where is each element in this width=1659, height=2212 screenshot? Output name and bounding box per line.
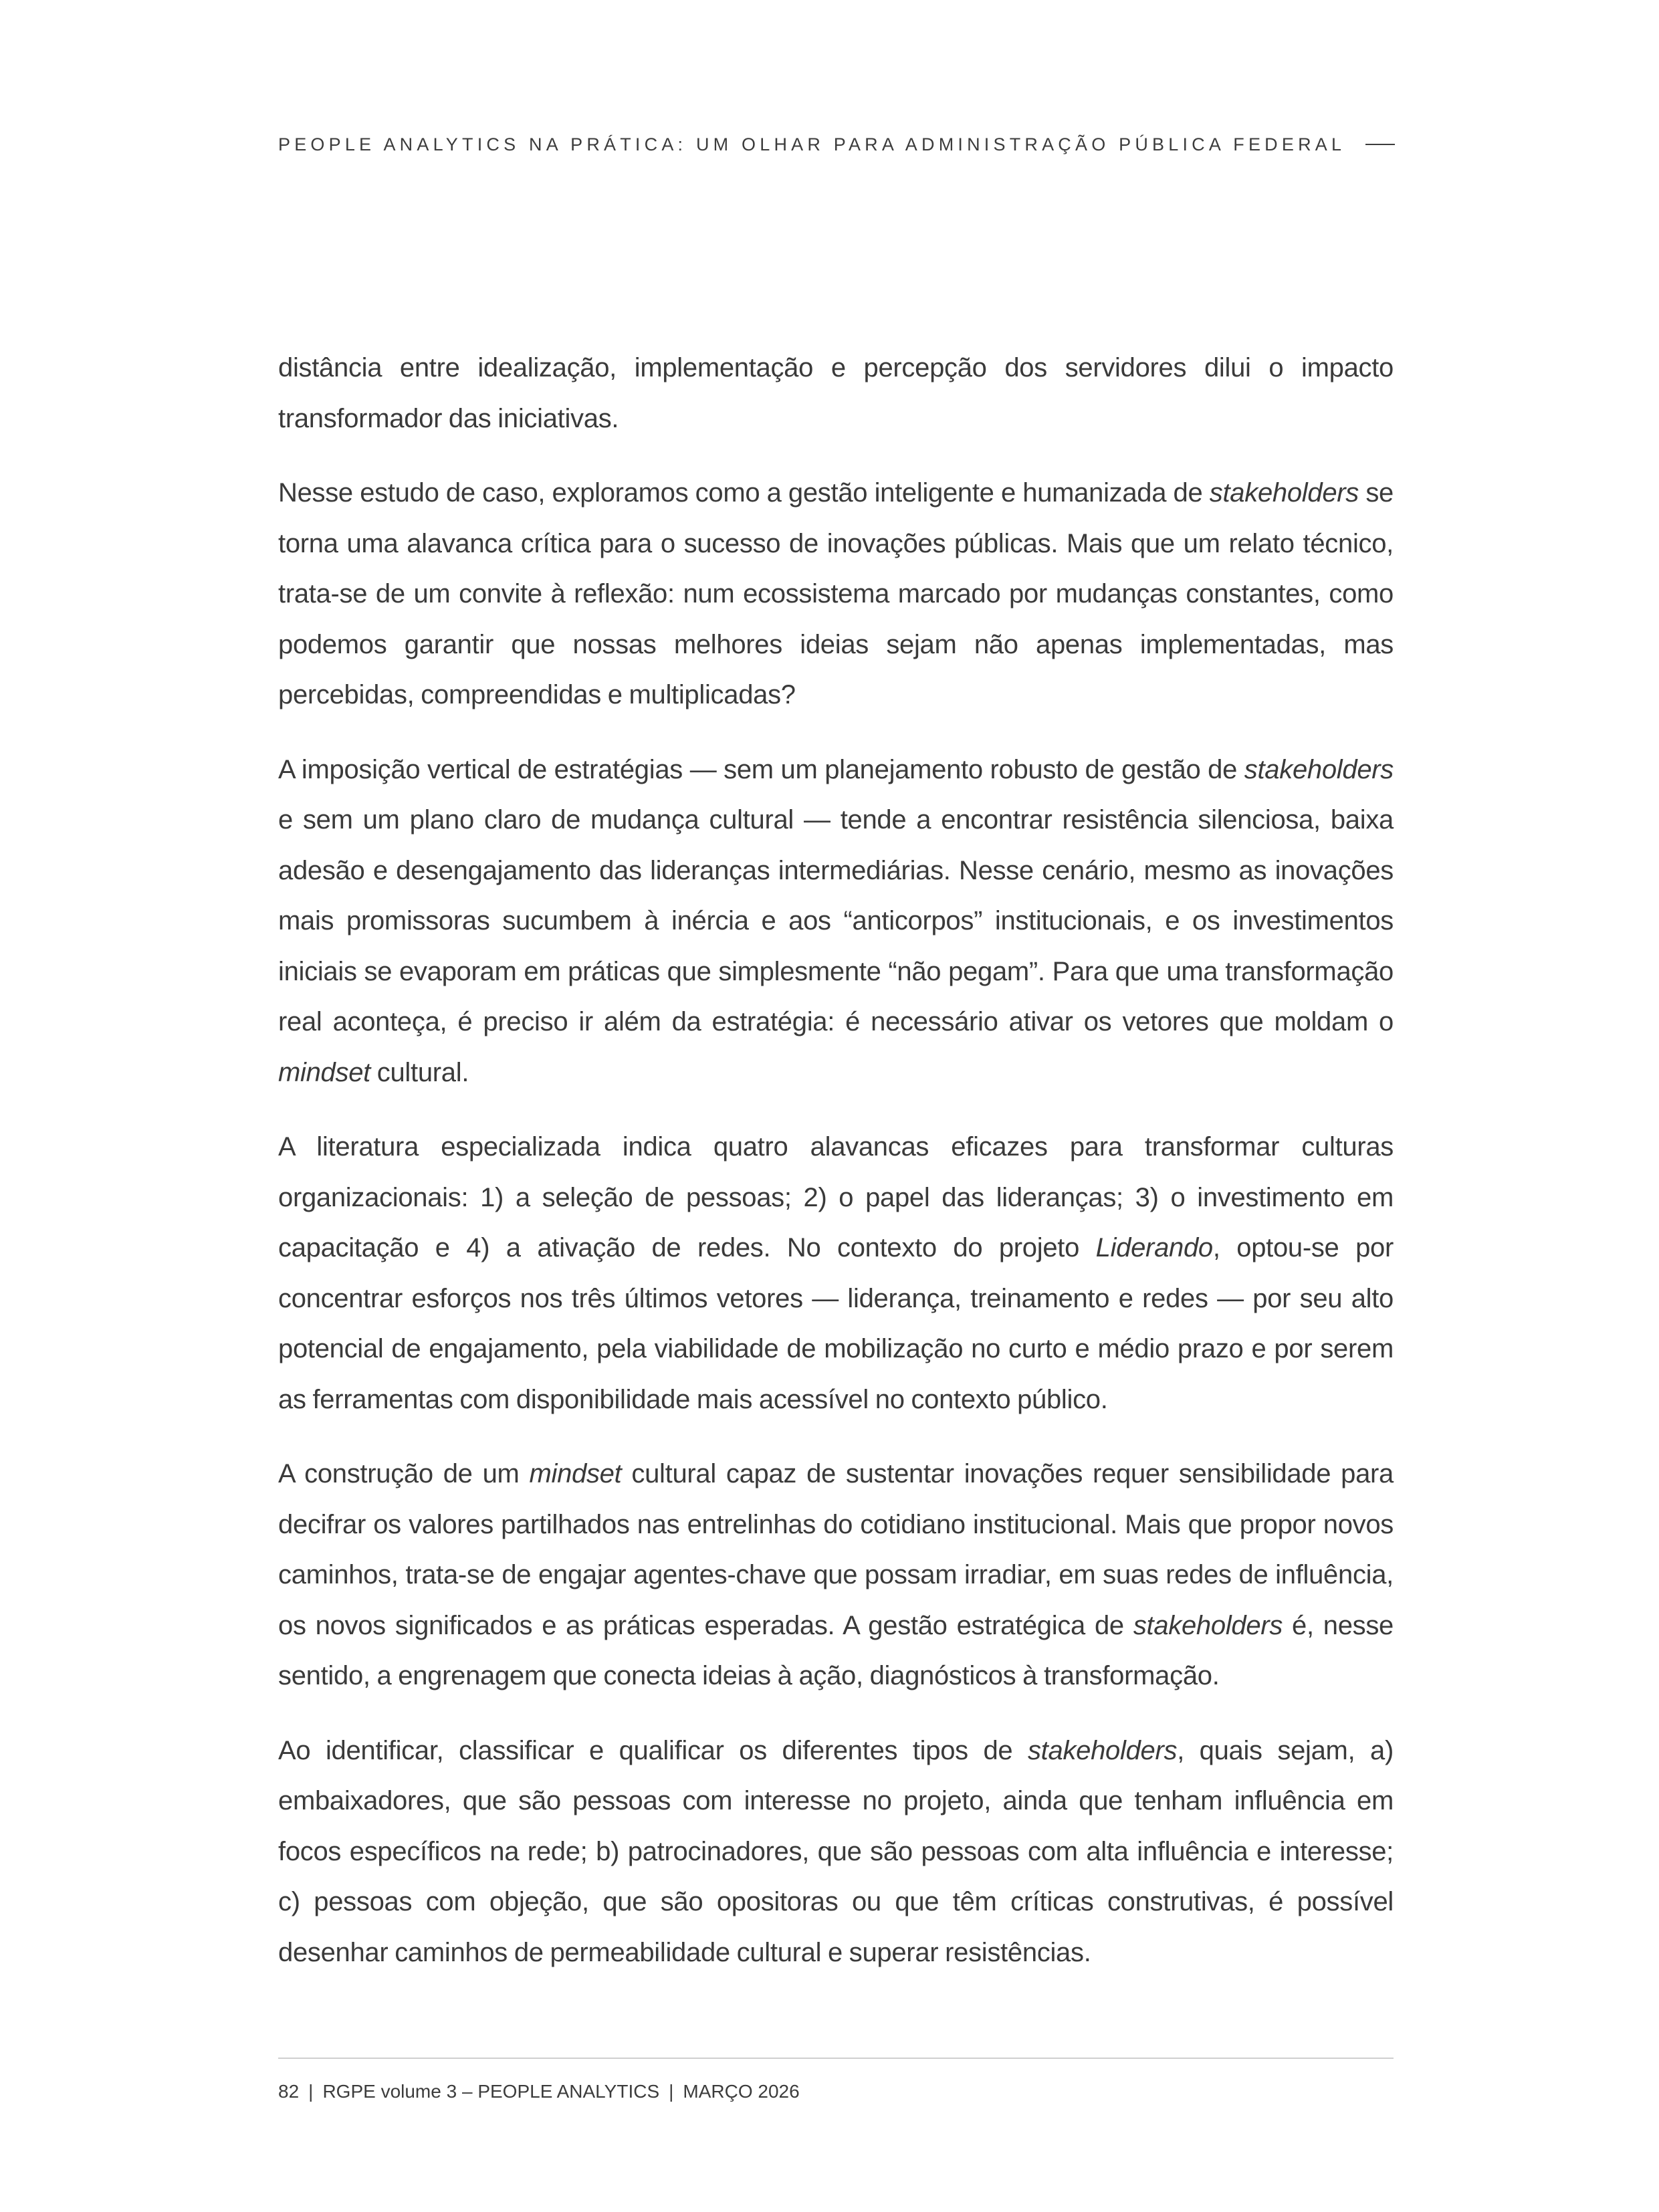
italic-term: mindset xyxy=(529,1459,622,1488)
page-footer xyxy=(278,2078,800,2105)
body-paragraph xyxy=(278,343,1394,444)
running-header-title: PEOPLE ANALYTICS NA PRÁTICA: UM OLHAR PARA ADMINISTRAÇÃO PÚBLICA FEDERAL xyxy=(278,134,1346,154)
body-paragraph xyxy=(278,1122,1394,1425)
publication-date: MARÇO 2026 xyxy=(683,2081,800,2102)
italic-term: Liderando xyxy=(1095,1233,1213,1262)
text-run: é, nesse sentido, a engrenagem que conecta ideias à ação, diagnósticos à transformação. xyxy=(278,1610,1394,1690)
running-header xyxy=(278,131,1404,158)
page-number: 82 xyxy=(278,2081,300,2102)
text-run: , quais sejam, a) embaixadores, que são pessoas com interesse no projeto, ainda que tenham influência em focos específicos na rede; b) patrocinadores, que são pessoas com alta influência e interesse; c) pessoas com objeção, que são opositoras ou que têm críticas construtivas, é possível desenhar caminhos de permeabilidade cultural e superar resistências. xyxy=(278,1735,1394,1967)
text-run: Ao identificar, classificar e qualificar os diferentes tipos de xyxy=(278,1735,1028,1765)
text-run: cultural capaz de sustentar inovações requer sensibilidade para decifrar os valores partilhados nas entrelinhas do cotidiano institucional. Mais que propor novos caminhos, trata-se de engajar agentes-chave que possam irradiar, em suas redes de influência, os novos significados e as práticas esperadas. A gestão estratégica de xyxy=(278,1459,1394,1640)
italic-term: stakeholders xyxy=(1133,1610,1283,1640)
text-run: A imposição vertical de estratégias — sem um planejamento robusto de gestão de xyxy=(278,754,1244,784)
body-text xyxy=(278,343,1394,1978)
text-run: A literatura especializada indica quatro alavancas eficazes para transformar culturas organizacionais: 1) a seleção de pessoas; 2) o papel das lideranças; 3) o investimento em capacitação e 4) a ativação de redes. No contexto do projeto xyxy=(278,1132,1394,1262)
body-paragraph xyxy=(278,468,1394,721)
text-run: , optou-se por concentrar esforços nos três últimos vetores — liderança, treinamento e redes — por seu alto potencial de engajamento, pela viabilidade de mobilização no curto e médio prazo e por serem as ferramentas com disponibilidade mais acessível no contexto público. xyxy=(278,1233,1394,1414)
body-paragraph xyxy=(278,1726,1394,1979)
footer-rule xyxy=(278,2058,1394,2059)
footer-separator: | xyxy=(308,2081,314,2102)
text-run: distância entre idealização, implementação e percepção dos servidores dilui o impacto transformador das iniciativas. xyxy=(278,353,1394,433)
body-paragraph xyxy=(278,1449,1394,1702)
header-rule xyxy=(1365,144,1395,145)
text-run: e sem um plano claro de mudança cultural — tende a encontrar resistência silenciosa, baixa adesão e desengajamento das lideranças intermediárias. Nesse cenário, mesmo as inovações mais promissoras sucumbem à inércia e aos “anticorpos” institucionais, e os investimentos iniciais se evaporam em práticas que simplesmente “não pegam”. Para que uma transformação real aconteça, é preciso ir além da estratégia: é necessário ativar os vetores que moldam o xyxy=(278,805,1394,1036)
text-run: Nesse estudo de caso, exploramos como a gestão inteligente e humanizada de xyxy=(278,478,1210,508)
italic-term: stakeholders xyxy=(1209,478,1359,508)
italic-term: stakeholders xyxy=(1027,1735,1178,1765)
text-run: A construção de um xyxy=(278,1459,530,1488)
publication-title: RGPE volume 3 – PEOPLE ANALYTICS xyxy=(322,2081,660,2102)
italic-term: mindset xyxy=(278,1057,370,1087)
body-paragraph xyxy=(278,745,1394,1099)
italic-term: stakeholders xyxy=(1244,754,1394,784)
text-run: se torna uma alavanca crítica para o sucesso de inovações públicas. Mais que um relato técnico, trata-se de um convite à reflexão: num ecossistema marcado por mudanças constantes, como podemos garantir que nossas melhores ideias sejam não apenas implementadas, mas percebidas, compreendidas e multiplicadas? xyxy=(278,478,1394,709)
footer-separator: | xyxy=(669,2081,674,2102)
text-run: cultural. xyxy=(370,1057,469,1087)
